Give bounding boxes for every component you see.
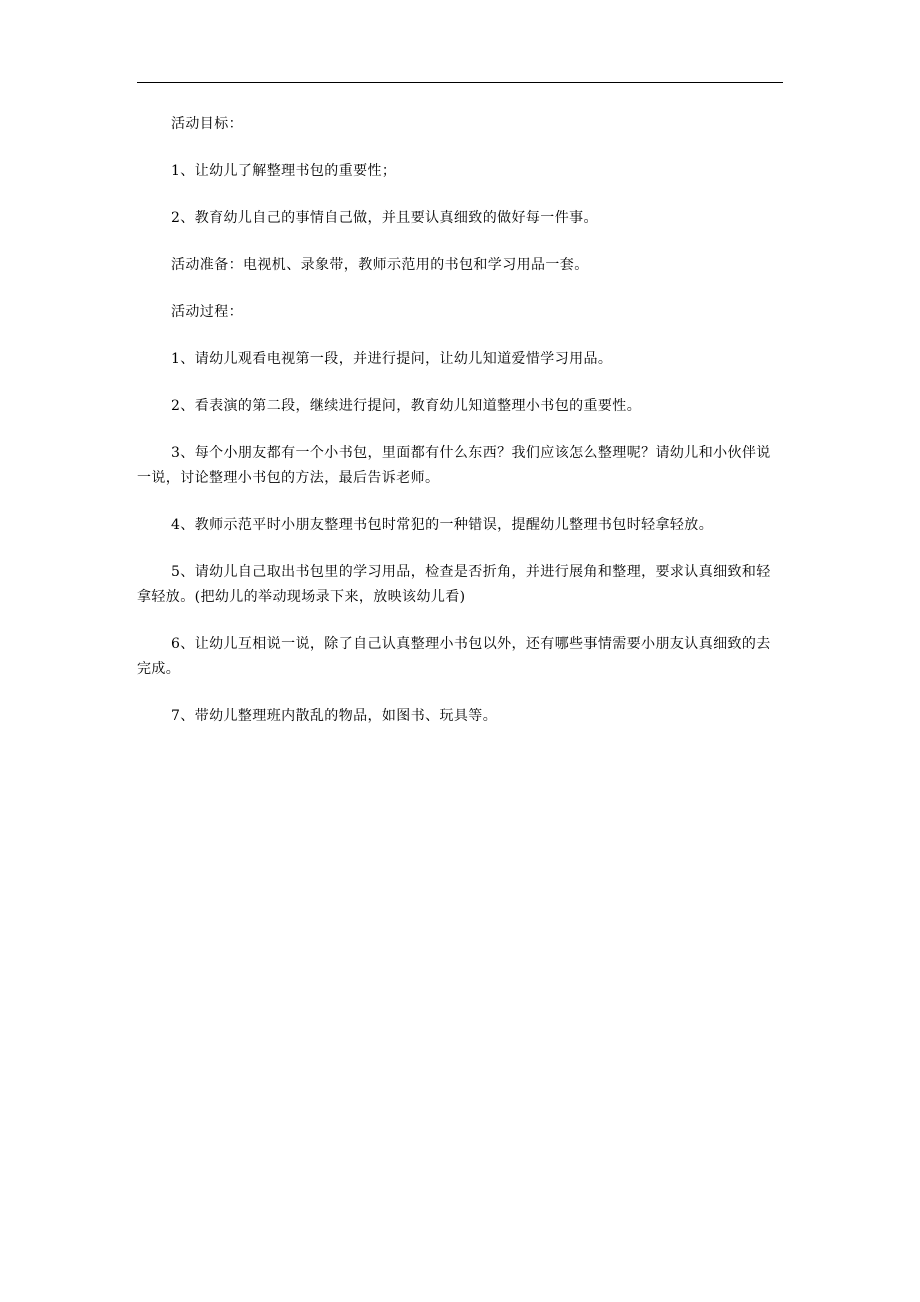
paragraph-objective-2: 2、教育幼儿自己的事情自己做，并且要认真细致的做好每一件事。 (171, 210, 598, 226)
paragraph-step-3: 3、每个小朋友都有一个小书包，里面都有什么东西？我们应该怎么整理呢？请幼儿和小伙伴说一说，讨论整理小书包的方法，最后告诉老师。 (137, 445, 771, 486)
paragraph-objective-1: 1、让幼儿了解整理书包的重要性； (171, 163, 397, 179)
paragraph-step-5: 5、请幼儿自己取出书包里的学习用品，检查是否折角，并进行展角和整理，要求认真细致和轻拿轻放。(把幼儿的举动现场录下来，放映该幼儿看) (137, 564, 771, 605)
paragraph-preparation: 活动准备：电视机、录象带，教师示范用的书包和学习用品一套。 (171, 257, 589, 273)
document-body (137, 112, 783, 751)
header-rule (137, 82, 783, 83)
paragraph-step-4: 4、教师示范平时小朋友整理书包时常犯的一种错误，提醒幼儿整理书包时轻拿轻放。 (171, 517, 714, 533)
paragraph-step-6: 6、让幼儿互相说一说，除了自己认真整理小书包以外，还有哪些事情需要小朋友认真细致的去完成。 (137, 636, 771, 677)
paragraph-step-7: 7、带幼儿整理班内散乱的物品，如图书、玩具等。 (171, 708, 498, 724)
paragraph-step-2: 2、看表演的第二段，继续进行提问，教育幼儿知道整理小书包的重要性。 (171, 398, 642, 414)
paragraph-objectives-heading: 活动目标： (171, 116, 243, 132)
paragraph-process-heading: 活动过程： (171, 304, 243, 320)
paragraph-step-1: 1、请幼儿观看电视第一段，并进行提问，让幼儿知道爱惜学习用品。 (171, 351, 613, 367)
